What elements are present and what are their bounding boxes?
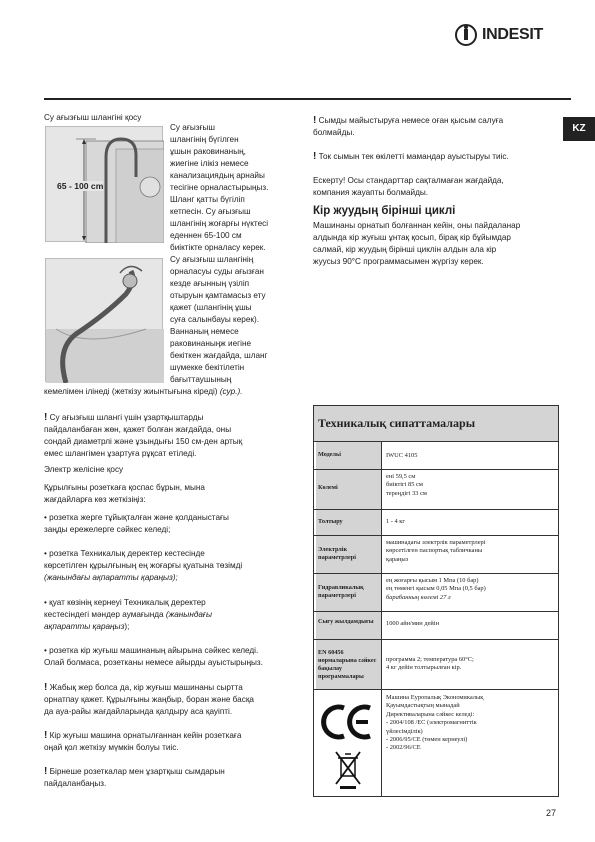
warn-line: пайдаланбаған жөн, қажет болған жағдайда, оны: [44, 425, 232, 434]
bullet-line: • розетка Техникалық деректер кестесінде: [44, 549, 205, 558]
bullet-line: Олай болмаса, розетканы немесе айырды ауыстырыңыз.: [44, 658, 263, 667]
spec-row-test-programs: [314, 640, 558, 690]
hose-line: суға салынбауы керек).: [170, 315, 259, 324]
hose-line: Шланг қатты бүгіліп: [170, 195, 245, 204]
warn-line: оңай қол жеткізу мүмкін болуы тиіс.: [44, 743, 179, 752]
hose-line: биіктікте орналасу керек.: [170, 243, 266, 252]
cycle-line: Машинаны орнатып болғаннан кейін, оны пайдаланар: [313, 221, 521, 230]
hose-line: кезде ағынның үзіліп: [170, 279, 250, 288]
bullet-line-italic: (жанындағы ақпаратты қараңыз);: [44, 573, 178, 582]
hose-line: шлангінің бүгілген: [170, 135, 239, 144]
spec-value-line: Директиваларына сәйкес келеді:: [386, 710, 475, 718]
spec-label: Сығу жылдамдығы: [316, 612, 382, 639]
spec-value-line: 4 кг дейін толтырылған кір.: [386, 664, 462, 672]
first-cycle-title: Кір жуудың бірінші циклі: [313, 205, 456, 217]
exclamation-icon: !: [44, 730, 48, 741]
warn-line: орнатпау қажет. Құрылғыны жаңбыр, боран және басқа: [44, 695, 254, 704]
spec-value-line: ені 59,5 см: [386, 473, 416, 480]
spec-value-line: қараңыз: [386, 555, 409, 563]
language-tab: KZ: [563, 117, 595, 141]
bullet-line: [44, 609, 212, 621]
hose-line: Су ағызғыш шлангінің: [170, 255, 254, 264]
exclamation-icon: !: [44, 412, 48, 423]
hose-line: жиегіне ілікіз немесе: [170, 159, 249, 168]
spec-row-load: [314, 510, 558, 536]
hose-line: отыруын қамтамасыз ету: [170, 291, 266, 300]
warn-line: сондай диаметрлі және ұзындығы 150 см-ден артық: [44, 437, 243, 446]
hose-tail-text: кемелімен ілінеді (жеткізу жиынтығына кіреді): [44, 387, 220, 396]
ce-mark-icon: [318, 692, 376, 792]
spec-value-line: Қауымдастықтың мынадай: [386, 702, 460, 710]
bullet-line: • розетка кір жуғыш машинаның айырына сәйкес келеді.: [44, 646, 259, 655]
spec-value-line: IWUC 4105: [386, 452, 418, 459]
spec-value-line: - 2004/108 /ЕС (электромагниттік: [386, 719, 477, 727]
spec-label: EN 60456 нормаларына сәйкес бақылау программалары: [316, 640, 382, 689]
spec-row-model: [314, 442, 558, 470]
bullet-italic: ақпаратты қараңыз: [44, 622, 125, 631]
hose-section-title: Су ағызғыш шлангіні қосу: [44, 113, 142, 122]
spec-title: Техникалық сипаттамалары: [318, 416, 476, 430]
bullet-text: кестесіндегі мәндер аумағында: [44, 610, 166, 619]
bullet-line: • қуат көзінің кернеуі Техникалық деректер: [44, 598, 206, 607]
spec-label: Модельі: [316, 442, 382, 469]
warn-text: Сымды майыстыруға немесе оған қысым салуға: [318, 116, 504, 125]
spec-value-line: - 2002/96/CE: [386, 744, 421, 752]
hose-tail: [44, 386, 242, 398]
spec-label: Гидравликалық параметрлері: [316, 574, 382, 611]
spec-value: [386, 612, 554, 628]
spec-value-line: 1000 айн/мин дейін: [386, 620, 440, 627]
hose-on-sink-figure: [45, 258, 163, 382]
warn-line: [44, 412, 203, 424]
spec-row-compliance: [314, 690, 558, 796]
warn-line: пайдаланбаңыз.: [44, 779, 107, 788]
bullet-italic: (жанындағы: [165, 610, 213, 619]
warn-line: емес шлангімен ұзартуға рұқсат етіледі.: [44, 449, 197, 458]
electric-intro-line: Құрылғыны розеткаға қоспас бұрын, мына: [44, 483, 205, 492]
spec-row-electric: [314, 536, 558, 574]
header-rule: [44, 98, 571, 100]
spec-label-marks: [316, 690, 382, 796]
spec-value: [386, 442, 554, 460]
page-number: 27: [546, 808, 557, 818]
spec-row-size: [314, 470, 558, 510]
hose-line: тесігіне орналастырыңыз.: [170, 183, 269, 192]
bullet-line: [44, 621, 129, 633]
electric-section-title: Электр желісіне қосу: [44, 465, 124, 474]
logo-stem-icon: [464, 29, 468, 40]
warn-line: [44, 730, 241, 742]
warn-line: [313, 115, 503, 127]
hose-line: шлангінің жоғарғы нүктесі: [170, 219, 269, 228]
exclamation-icon: !: [313, 115, 317, 126]
cycle-line: салмай, кір жуудың бірінші циклін алдын ала кір: [313, 245, 497, 254]
hose-line: бекіткен жағдайда, шланг: [170, 351, 268, 360]
spec-value-line: - 2006/95/СЕ (төмен кернеулі): [386, 736, 468, 744]
spec-value-line: Машина Еуропалық Экономикалық: [386, 694, 484, 701]
warn-text: Су ағызғыш шлангі үшін ұзартқыштарды: [49, 413, 204, 422]
tech-spec-table: [313, 405, 559, 797]
exclamation-icon: !: [44, 682, 48, 693]
spec-value-line: көрсетілген паспортық табличканы: [386, 547, 483, 555]
spec-value: [386, 536, 554, 564]
spec-value: [386, 470, 554, 498]
warn-line: [44, 766, 225, 778]
electric-intro-line: жағдайларға көз жеткізіңіз:: [44, 495, 146, 504]
hose-line: кетпесін. Су ағызғыш: [170, 207, 251, 216]
spec-value-line: ең жоғарғы қысым 1 Мпа (10 бар): [386, 577, 479, 584]
warn-line: [44, 682, 243, 694]
note-line: компания жауапты болмайды.: [313, 188, 429, 197]
cycle-line: жуусыз 90°С программасымен жүргізу керек.: [313, 257, 484, 266]
hose-line: еденнен 65-100 см: [170, 231, 242, 240]
spec-value: [386, 690, 554, 753]
brand-name: INDESIT: [482, 26, 544, 43]
exclamation-icon: !: [313, 151, 317, 162]
spec-value-line: тереңдігі 33 см: [386, 489, 427, 497]
hose-height-label: 65 - 100 cm: [57, 181, 104, 191]
cycle-line: алдында кір жуғыш ұнтақ қосып, бірақ кір бұйымдар: [313, 233, 511, 242]
spec-value-line: ең төменгі қысым 0,05 Мпа (0,5 бар): [386, 585, 486, 593]
hose-line: шүмекке бекітілетін: [170, 363, 245, 372]
spec-value: [386, 574, 554, 602]
warn-text: Кір жуғыш машина орнатылғаннан кейін розеткаға: [49, 731, 242, 740]
hose-line: раковинаныңж иегіне: [170, 339, 252, 348]
hose-line: орналасуы суды ағызған: [170, 267, 264, 276]
hose-line: қажет (шлангінің ұшы: [170, 303, 252, 312]
weee-bin-icon: [336, 752, 360, 789]
warn-text: Бірнеше розеткалар мен ұзартқыш сымдарын: [49, 767, 225, 776]
spec-value-line: машинадағы электрлік параметрлері: [386, 539, 486, 546]
bullet-text: );: [124, 622, 130, 631]
note-line: Ескерту! Осы стандарттар сақталмаған жағдайда,: [313, 176, 504, 185]
spec-value-line: 1 - 4 кг: [386, 518, 406, 525]
warn-line: да ауа-райы жағдайларында қалдыру аса қауіпті.: [44, 707, 233, 716]
spec-value-line: программа 2; температура 60°С;: [386, 656, 474, 663]
hose-line: ұшын раковинаның,: [170, 147, 246, 156]
bullet-line: заңды ережелерге сәйкес келеді;: [44, 525, 171, 534]
warn-line: [313, 151, 509, 163]
spec-label: Көлемі: [316, 470, 382, 509]
spec-value-line: барабанның көлемі 27 л: [386, 593, 451, 601]
warn-text: Жабық жер болса да, кір жуғыш машинаны сыртта: [49, 683, 243, 692]
spec-value-line: үйлесімділік): [386, 727, 423, 735]
spec-row-hydraulic: [314, 574, 558, 612]
spec-row-spin: [314, 612, 558, 640]
bullet-line: көрсетілген құрылғының ең жоғарғы қуатына төзімді: [44, 561, 243, 570]
spec-label: Толтыру: [316, 510, 382, 535]
spec-value-line: биіктігі 85 см: [386, 481, 423, 489]
warn-text: Ток сымын тек өкілетті мамандар ауыстыруы тиіс.: [318, 152, 509, 161]
figure-ref: (сур.).: [219, 387, 243, 396]
spec-header: [314, 406, 558, 442]
bullet-line: • розетка жерге тұйықталған және қолданыстағы: [44, 513, 229, 522]
hose-line: канализациядың арнайы: [170, 171, 265, 180]
hose-line: Ваннаның немесе: [170, 327, 239, 336]
exclamation-icon: !: [44, 766, 48, 777]
spec-value: [386, 510, 554, 526]
hose-line: Су ағызғыш: [170, 123, 215, 132]
spec-label: Электрлік параметрлері: [316, 536, 382, 573]
spec-value: [386, 640, 554, 673]
warn-line: болмайды.: [313, 128, 355, 137]
hose-line: бағыттаушының: [170, 375, 232, 384]
